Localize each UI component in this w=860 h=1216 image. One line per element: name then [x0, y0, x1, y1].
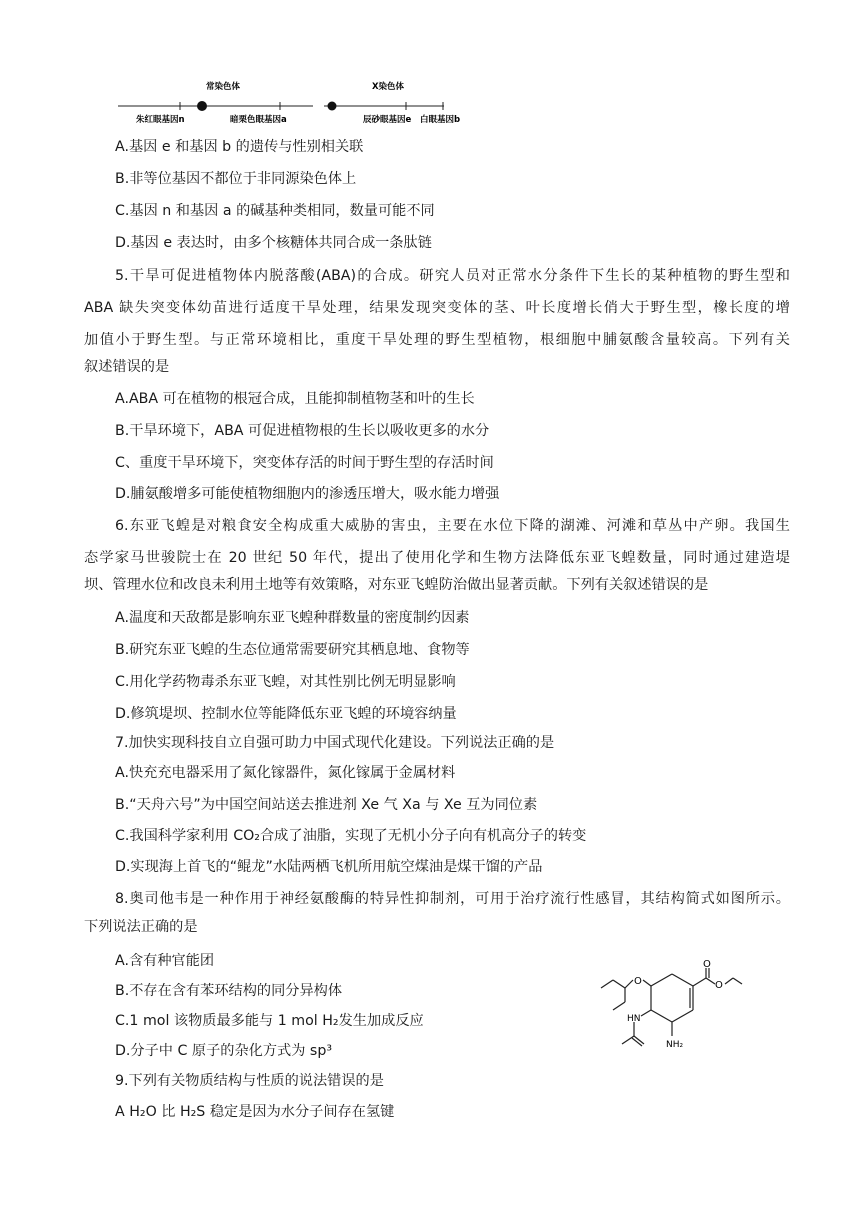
q7-option-d: D.实现海上首飞的“鲲龙”水陆两栖飞机所用航空煤油是煤干馏的产品	[115, 859, 543, 875]
q6-stem-line-3: 坝、管理水位和改良未利用土地等有效策略，对东亚飞蝗防治做出显著贡献。下列有关叙述错误的是	[84, 577, 709, 593]
q8-stem-line-1: 8.奥司他韦是一种作用于神经氨酸酶的特异性抑制剂，可用于治疗流行性感冒，其结构简式如图所示。	[115, 891, 790, 907]
gene-label-a: 暗栗色眼基因a	[230, 115, 287, 125]
gene-label-b: 白眼基因b	[420, 115, 461, 125]
q8-stem-line-2: 下列说法正确的是	[84, 919, 198, 935]
autosome-diagram	[118, 81, 313, 125]
q4-option-a: A.基因 e 和基因 b 的遗传与性别相关联	[115, 139, 364, 155]
x-centromere	[328, 102, 337, 111]
ester-oxygen-label: O	[715, 980, 723, 991]
q5-stem-line-2: ABA 缺失突变体幼苗进行适度干旱处理，结果发现突变体的茎、叶长度增长俏大于野生型，橡长度的增	[84, 300, 790, 316]
q7-option-a: A.快充充电器采用了氮化镓器件，氮化镓属于金属材料	[115, 765, 456, 781]
q8-option-d: D.分子中 C 原子的杂化方式为 sp³	[115, 1043, 333, 1059]
q5-option-c: C、重度干旱环境下，突变体存活的时间于野生型的存活时间	[115, 455, 494, 471]
gene-label-e: 辰砂眼基因e	[363, 115, 412, 125]
q6-option-a: A.温度和天敌都是影响东亚飞蝗种群数量的密度制约因素	[115, 610, 470, 626]
q8-option-b: B.不存在含有苯环结构的同分异构体	[115, 983, 343, 999]
q6-option-c: C.用化学药物毒杀东亚飞蝗，对其性别比例无明显影响	[115, 674, 456, 690]
q6-option-d: D.修筑堤坝、控制水位等能降低东亚飞蝗的环境容纳量	[115, 706, 457, 722]
q8-option-c: C.1 mol 该物质最多能与 1 mol H₂发生加成反应	[115, 1013, 424, 1029]
q9-option-a: A H₂O 比 H₂S 稳定是因为水分子间存在氢键	[115, 1104, 395, 1120]
hn-label: HN	[627, 1014, 641, 1024]
q5-stem-line-1: 5.干旱可促进植物体内脱落酸(ABA)的合成。研究人员对正常水分条件下生长的某种植物的野生型和	[115, 268, 790, 284]
q4-option-d: D.基因 e 表达时，由多个核糖体共同合成一条肽链	[115, 235, 432, 251]
q7-option-b: B.“天舟六号”为中国空间站送去推进剂 Xe 气 Xa 与 Xe 互为同位素	[115, 797, 538, 813]
x-chromosome-title: X染色体	[372, 82, 405, 92]
carbonyl-oxygen-label: O	[703, 959, 711, 970]
q5-option-b: B.干旱环境下，ABA 可促进植物根的生长以吸收更多的水分	[115, 423, 490, 439]
q8-option-a: A.含有种官能团	[115, 953, 215, 969]
q5-stem-line-3: 加值小于野生型。与正常环境相比，重度干旱处理的野生型植物，根细胞中脯氨酸含量较高。下列有关	[84, 332, 790, 348]
q7-stem: 7.加快实现科技自立自强可助力中国式现代化建设。下列说法正确的是	[115, 735, 555, 751]
q5-option-a: A.ABA 可在植物的根冠合成，且能抑制植物茎和叶的生长	[115, 391, 475, 407]
nh2-label: NH₂	[666, 1040, 684, 1050]
q6-stem-line-2: 态学家马世骏院士在 20 世纪 50 年代，提出了使用化学和生物方法降低东亚飞蝗数量，同时通过建造堤	[84, 550, 790, 566]
q6-stem-line-1: 6.东亚飞蝗是对粮食安全构成重大威胁的害虫，主要在水位下降的湖滩、河滩和草丛中产卵。我国生	[115, 518, 790, 534]
autosome-title: 常染色体	[206, 82, 241, 92]
q9-stem: 9.下列有关物质结构与性质的说法错误的是	[115, 1073, 384, 1089]
x-chromosome-diagram	[324, 81, 460, 125]
q5-option-d: D.脯氨酸增多可能使植物细胞内的渗透压增大，吸水能力增强	[115, 486, 500, 502]
q4-option-c: C.基因 n 和基因 a 的碱基种类相同，数量可能不同	[115, 203, 435, 219]
chromosome-figure	[110, 78, 470, 128]
oseltamivir-structure	[596, 958, 746, 1070]
q6-option-b: B.研究东亚飞蝗的生态位通常需要研究其栖息地、食物等	[115, 642, 470, 658]
gene-label-n: 朱红眼基因n	[136, 115, 185, 125]
ether-oxygen-label: O	[634, 976, 642, 987]
q7-option-c: C.我国科学家利用 CO₂合成了油脂，实现了无机小分子向有机高分子的转变	[115, 828, 587, 844]
autosome-centromere	[197, 101, 207, 111]
q4-option-b: B.非等位基因不都位于非同源染色体上	[115, 171, 357, 187]
q5-stem-line-4: 叙述错误的是	[84, 359, 170, 375]
